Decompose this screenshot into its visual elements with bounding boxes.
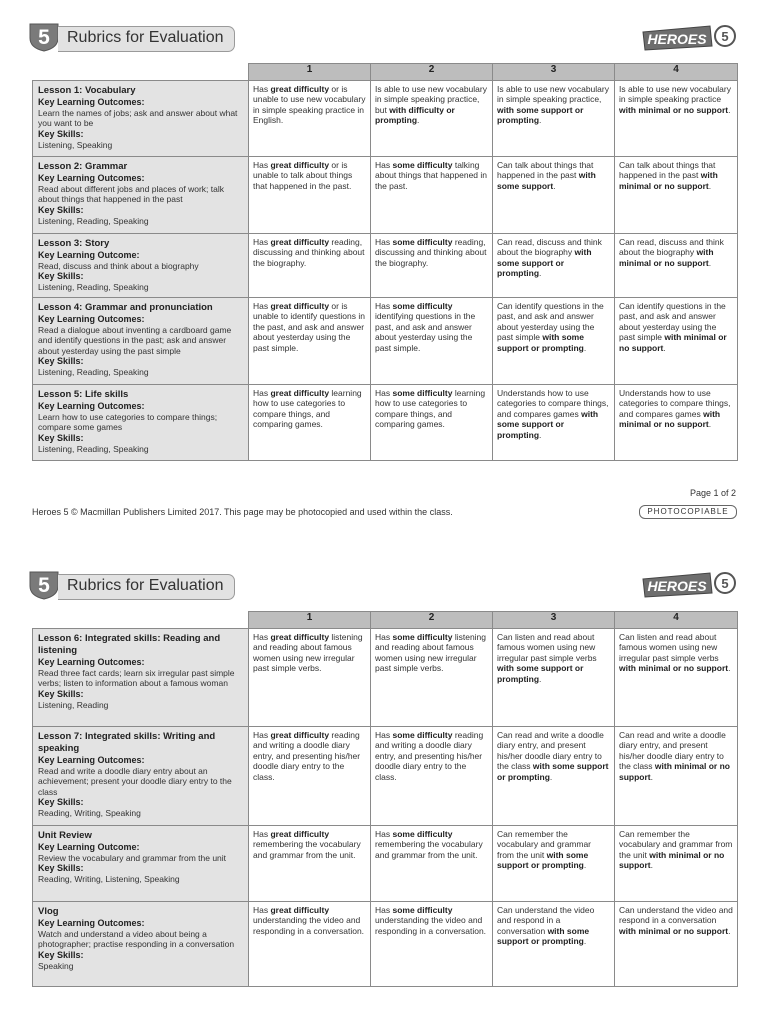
outcome-label: Key Learning Outcome: <box>38 842 140 852</box>
descriptor-text: remembering the vocabulary and grammar from the unit. <box>253 839 361 860</box>
level-3-header: 3 <box>493 612 615 629</box>
svg-text:HEROES: HEROES <box>647 578 707 594</box>
photocopiable-badge: PHOTOCOPIABLE <box>639 505 737 519</box>
rubric-row <box>33 298 738 385</box>
level-3-descriptor <box>493 81 615 157</box>
outcome-text: Read three fact cards; learn six irregular past simple verbs; listen to information about a famous woman <box>38 668 235 689</box>
descriptor-text: Can read, discuss and think about the biography <box>497 237 602 258</box>
table-corner <box>33 64 249 81</box>
descriptor-text: . <box>728 663 731 674</box>
rubric-row <box>33 234 738 298</box>
lesson-cell <box>33 81 249 157</box>
skills-text: Listening, Reading, Speaking <box>38 215 149 226</box>
lesson-cell <box>33 298 249 385</box>
descriptor-text: . <box>539 429 542 440</box>
descriptor-text: . <box>663 342 666 353</box>
level-4-descriptor <box>615 385 738 461</box>
lesson-title: Unit Review <box>38 830 92 841</box>
emphasis-text: great difficulty <box>270 237 330 247</box>
svg-text:5: 5 <box>38 574 50 597</box>
descriptor-text: . <box>417 115 420 126</box>
heroes-logo-icon <box>640 569 737 599</box>
emphasis-text: with some support or prompting <box>497 849 589 871</box>
page-title: Rubrics for Evaluation <box>67 29 224 46</box>
descriptor-text: Can understand the video and respond in a conversation <box>619 905 733 926</box>
outcome-label: Key Learning Outcomes: <box>38 755 145 765</box>
emphasis-text: some difficulty <box>392 160 453 170</box>
emphasis-text: with some support or prompting <box>497 332 584 353</box>
emphasis-text: with minimal or no support <box>619 925 729 936</box>
descriptor-text: learning how to use categories to compare things, and comparing games. <box>375 388 486 430</box>
emphasis-text: great difficulty <box>270 301 330 311</box>
emphasis-text: with minimal or no support <box>619 663 729 674</box>
level-1-descriptor <box>249 234 371 298</box>
skills-text: Reading, Writing, Speaking <box>38 808 141 819</box>
descriptor-text: Is able to use new vocabulary in simple speaking practice <box>619 84 731 105</box>
level-2-descriptor <box>371 629 493 727</box>
skills-text: Listening, Reading, Speaking <box>38 282 149 293</box>
skills-label: Key Skills: <box>38 688 84 699</box>
level-2-descriptor <box>371 385 493 461</box>
level-4-descriptor <box>615 629 738 727</box>
lesson-title: Lesson 6: Integrated skills: Reading and listening <box>38 633 221 656</box>
emphasis-text: some difficulty <box>392 730 453 740</box>
level-3-descriptor <box>493 727 615 826</box>
level-3-descriptor <box>493 157 615 234</box>
level-4-descriptor <box>615 81 738 157</box>
descriptor-text: Has <box>375 388 393 398</box>
skills-label: Key Skills: <box>38 432 84 443</box>
descriptor-text: Has <box>253 730 271 740</box>
descriptor-text: Has <box>375 730 393 740</box>
descriptor-text: reading, discussing and thinking about the biography. <box>253 237 365 268</box>
emphasis-text: with minimal or no support <box>619 104 729 115</box>
outcome-label: Key Learning Outcomes: <box>38 173 145 183</box>
emphasis-text: some difficulty <box>392 829 453 839</box>
table-corner <box>33 612 249 629</box>
descriptor-text: Can read and write a doodle diary entry, and present his/her doodle diary entry to the class <box>497 730 604 772</box>
lesson-title: Lesson 1: Vocabulary <box>38 85 136 96</box>
descriptor-text: Has <box>375 905 393 915</box>
rubric-row <box>33 826 738 902</box>
skills-label: Key Skills: <box>38 356 84 367</box>
emphasis-text: great difficulty <box>270 84 330 94</box>
descriptor-text: Can talk about things that happened in the past <box>497 160 594 181</box>
emphasis-text: with minimal or no support <box>619 849 725 871</box>
level-3-descriptor <box>493 234 615 298</box>
descriptor-text: Can understand the video and respond in a conversation <box>497 905 595 936</box>
emphasis-text: great difficulty <box>270 388 330 398</box>
emphasis-text: some difficulty <box>392 905 453 915</box>
level-4-descriptor <box>615 234 738 298</box>
rubric-row <box>33 629 738 727</box>
descriptor-text: Understands how to use categories to compare things, and compares games <box>619 388 731 419</box>
emphasis-text: some difficulty <box>392 237 453 247</box>
lesson-cell <box>33 234 249 298</box>
emphasis-text: with some support or prompting <box>497 663 584 684</box>
rubric-page-2 <box>0 548 768 1024</box>
page-title: Rubrics for Evaluation <box>67 577 224 594</box>
outcome-label: Key Learning Outcomes: <box>38 401 145 411</box>
outcome-text: Review the vocabulary and grammar from the unit <box>38 853 227 863</box>
level-4-header: 4 <box>615 612 738 629</box>
level-2-descriptor <box>371 157 493 234</box>
lesson-title: Lesson 7: Integrated skills: Writing and speaking <box>38 731 216 754</box>
lesson-cell <box>33 826 249 902</box>
descriptor-text: identifying questions in the past, and ask and answer about yesterday using the past simple. <box>375 311 476 353</box>
level-1-descriptor <box>249 385 371 461</box>
outcome-label: Key Learning Outcomes: <box>38 97 145 107</box>
descriptor-text: . <box>583 860 587 871</box>
descriptor-text: reading, discussing and thinking about the biography. <box>375 237 487 268</box>
copyright-footer: Heroes 5 © Macmillan Publishers Limited 2017. This page may be photocopied and used within the class. <box>32 507 453 517</box>
lesson-title: Vlog <box>38 906 59 917</box>
page-number: Page 1 of 2 <box>689 488 736 498</box>
emphasis-text: great difficulty <box>270 160 330 170</box>
level-1-descriptor <box>249 826 371 902</box>
descriptor-text: Can listen and read about famous women using new irregular past simple verbs <box>497 632 597 663</box>
emphasis-text: great difficulty <box>270 632 330 642</box>
rubric-row <box>33 727 738 826</box>
descriptor-text: reading and writing a doodle diary entry, and presenting his/her doodle diary entry to the class. <box>375 730 484 782</box>
rubric-row <box>33 157 738 234</box>
descriptor-text: . <box>708 180 712 191</box>
skills-label: Key Skills: <box>38 797 84 808</box>
rubric-table <box>32 611 738 987</box>
descriptor-text: Is able to use new vocabulary in simple speaking practice, <box>497 84 609 105</box>
outcome-text: Read a dialogue about inventing a cardboard game and identify questions in the past; ask and answer about yesterday using the past simple <box>38 325 232 356</box>
descriptor-text: Has <box>375 301 393 311</box>
outcome-text: Watch and understand a video about being a photographer; practise responding in a conversation <box>38 929 235 950</box>
skills-label: Key Skills: <box>38 204 84 215</box>
emphasis-text: with minimal or no support <box>619 761 730 782</box>
emphasis-text: with some support or prompting <box>497 104 584 126</box>
descriptor-text: Understands how to use categories to compare things, and compares games <box>497 388 609 419</box>
emphasis-text: with some support or prompting <box>497 761 609 782</box>
lesson-cell <box>33 902 249 987</box>
emphasis-text: with minimal or no support <box>619 408 721 430</box>
descriptor-text: Can read and write a doodle diary entry, and present his/her doodle diary entry to the class <box>619 730 726 772</box>
svg-text:5: 5 <box>38 26 50 49</box>
rubric-row <box>33 385 738 461</box>
level-2-header: 2 <box>371 612 493 629</box>
descriptor-text: . <box>650 860 654 871</box>
descriptor-text: Can listen and read about famous women using new irregular past simple verbs <box>619 632 719 663</box>
descriptor-text: Has <box>253 160 271 170</box>
level-2-descriptor <box>371 298 493 385</box>
level-3-descriptor <box>493 385 615 461</box>
descriptor-text: Has <box>253 632 271 642</box>
level-2-descriptor <box>371 727 493 826</box>
descriptor-text: . <box>728 104 731 115</box>
level-4-descriptor <box>615 157 738 234</box>
descriptor-text: Has <box>253 301 271 311</box>
descriptor-text: Has <box>253 829 271 839</box>
outcome-text: Learn the names of jobs; ask and answer about what you want to be <box>38 108 238 129</box>
skills-label: Key Skills: <box>38 128 84 139</box>
descriptor-text: Has <box>375 160 393 170</box>
descriptor-text: Can remember the vocabulary and grammar from the unit <box>619 829 733 860</box>
level-4-descriptor <box>615 902 738 987</box>
svg-text:HEROES: HEROES <box>647 31 707 47</box>
emphasis-text: great difficulty <box>270 730 330 740</box>
lesson-cell <box>33 385 249 461</box>
outcome-text: Read, discuss and think about a biography <box>38 261 199 271</box>
outcome-text: Read and write a doodle diary entry about an achievement; present your doodle diary entry to the class <box>38 766 232 797</box>
level-1-descriptor <box>249 902 371 987</box>
descriptor-text: . <box>708 419 712 430</box>
emphasis-text: with some support or prompting <box>497 247 592 279</box>
emphasis-text: with difficulty or prompting <box>375 104 455 126</box>
descriptor-text: . <box>549 771 553 782</box>
unit-5-shield-badge-icon <box>28 22 60 52</box>
descriptor-text: Has <box>253 905 271 915</box>
descriptor-text: understanding the video and responding in a conversation. <box>253 915 365 936</box>
level-3-descriptor <box>493 298 615 385</box>
lesson-cell <box>33 629 249 727</box>
emphasis-text: with minimal or no support <box>619 170 718 191</box>
skills-text: Listening, Reading <box>38 699 109 710</box>
title-banner <box>58 26 235 52</box>
level-2-descriptor <box>371 902 493 987</box>
skills-text: Listening, Reading, Speaking <box>38 367 149 378</box>
outcome-label: Key Learning Outcome: <box>38 250 140 260</box>
level-4-descriptor <box>615 298 738 385</box>
skills-label: Key Skills: <box>38 949 84 960</box>
heroes-logo-icon <box>640 22 737 52</box>
level-1-descriptor <box>249 727 371 826</box>
descriptor-text: Has <box>253 388 271 398</box>
descriptor-text: . <box>539 115 542 126</box>
level-3-descriptor <box>493 902 615 987</box>
descriptor-text: Can remember the vocabulary and grammar from the unit <box>497 829 592 860</box>
lesson-title: Lesson 5: Life skills <box>38 389 129 400</box>
outcome-text: Learn how to use categories to compare things; compare some games <box>38 412 218 433</box>
skills-label: Key Skills: <box>38 271 84 282</box>
skills-text: Reading, Writing, Listening, Speaking <box>38 874 180 885</box>
level-2-header: 2 <box>371 64 493 81</box>
title-banner <box>58 574 235 600</box>
level-4-descriptor <box>615 826 738 902</box>
level-2-descriptor <box>371 81 493 157</box>
level-1-descriptor <box>249 157 371 234</box>
level-3-descriptor <box>493 629 615 727</box>
level-4-descriptor <box>615 727 738 826</box>
level-1-descriptor <box>249 629 371 727</box>
descriptor-text: Has <box>375 829 393 839</box>
descriptor-text: Can read, discuss and think about the biography <box>619 237 724 258</box>
descriptor-text: . <box>708 257 712 268</box>
emphasis-text: great difficulty <box>270 829 330 839</box>
emphasis-text: some difficulty <box>392 632 453 642</box>
descriptor-text: Has <box>253 84 271 94</box>
level-2-descriptor <box>371 826 493 902</box>
level-4-header: 4 <box>615 64 738 81</box>
emphasis-text: some difficulty <box>392 388 453 398</box>
skills-text: Listening, Reading, Speaking <box>38 443 149 454</box>
outcome-label: Key Learning Outcomes: <box>38 657 145 667</box>
rubric-table <box>32 63 738 461</box>
lesson-cell <box>33 157 249 234</box>
descriptor-text: . <box>539 268 542 279</box>
svg-text:5: 5 <box>721 576 729 591</box>
level-1-header: 1 <box>249 612 371 629</box>
descriptor-text: . <box>553 180 556 191</box>
descriptor-text: Can talk about things that happened in the past <box>619 160 716 181</box>
skills-label: Key Skills: <box>38 863 84 874</box>
level-1-descriptor <box>249 298 371 385</box>
descriptor-text: . <box>583 936 587 947</box>
descriptor-text: Has <box>375 632 393 642</box>
lesson-title: Lesson 4: Grammar and pronunciation <box>38 302 213 313</box>
descriptor-text: . <box>539 673 542 684</box>
level-1-descriptor <box>249 81 371 157</box>
emphasis-text: with some support or prompting <box>497 408 599 440</box>
level-3-header: 3 <box>493 64 615 81</box>
descriptor-text: . <box>583 342 587 353</box>
descriptor-text: or is unable to use new vocabulary in simple speaking practice in English. <box>253 84 366 126</box>
rubric-row <box>33 81 738 157</box>
descriptor-text: remembering the vocabulary and grammar from the unit. <box>375 839 483 860</box>
lesson-title: Lesson 3: Story <box>38 238 110 249</box>
descriptor-text: Is able to use new vocabulary in simple speaking practice, but <box>375 84 487 115</box>
svg-text:5: 5 <box>721 29 729 44</box>
outcome-text: Read about different jobs and places of work; talk about things that happened in the past <box>38 184 225 205</box>
descriptor-text: . <box>728 925 731 936</box>
emphasis-text: with minimal or no support <box>619 247 714 268</box>
outcome-label: Key Learning Outcomes: <box>38 918 145 928</box>
descriptor-text: . <box>650 771 654 782</box>
lesson-cell <box>33 727 249 826</box>
skills-text: Listening, Speaking <box>38 139 113 150</box>
lesson-title: Lesson 2: Grammar <box>38 161 128 172</box>
unit-5-shield-badge-icon <box>28 570 60 600</box>
emphasis-text: with some support or prompting <box>497 925 590 947</box>
descriptor-text: Can identify questions in the past, and ask and answer about yesterday using the past simple <box>497 301 604 343</box>
descriptor-text: learning how to use categories to compare things, and comparing games. <box>253 388 362 430</box>
emphasis-text: with some support <box>497 170 596 191</box>
descriptor-text: Has <box>253 237 271 247</box>
descriptor-text: or is unable to talk about things that happened in the past. <box>253 160 353 191</box>
emphasis-text: great difficulty <box>270 905 330 915</box>
skills-text: Speaking <box>38 960 74 971</box>
descriptor-text: listening and reading about famous women using new irregular past simple verbs. <box>253 632 363 674</box>
descriptor-text: Has <box>375 237 393 247</box>
emphasis-text: some difficulty <box>392 301 453 311</box>
level-2-descriptor <box>371 234 493 298</box>
emphasis-text: with minimal or no support <box>619 332 727 353</box>
descriptor-text: understanding the video and responding in a conversation. <box>375 915 487 936</box>
descriptor-text: or is unable to identify questions in the past, and ask and answer about yesterday using the past simple. <box>253 301 365 353</box>
outcome-label: Key Learning Outcomes: <box>38 314 145 324</box>
level-1-header: 1 <box>249 64 371 81</box>
descriptor-text: talking about things that happened in the past. <box>375 160 488 191</box>
descriptor-text: listening and reading about famous women using new irregular past simple verbs. <box>375 632 487 674</box>
rubric-row <box>33 902 738 987</box>
descriptor-text: reading and writing a doodle diary entry, and presenting his/her doodle diary entry to the class. <box>253 730 361 782</box>
level-3-descriptor <box>493 826 615 902</box>
descriptor-text: Can identify questions in the past, and ask and answer about yesterday using the past simple <box>619 301 726 343</box>
